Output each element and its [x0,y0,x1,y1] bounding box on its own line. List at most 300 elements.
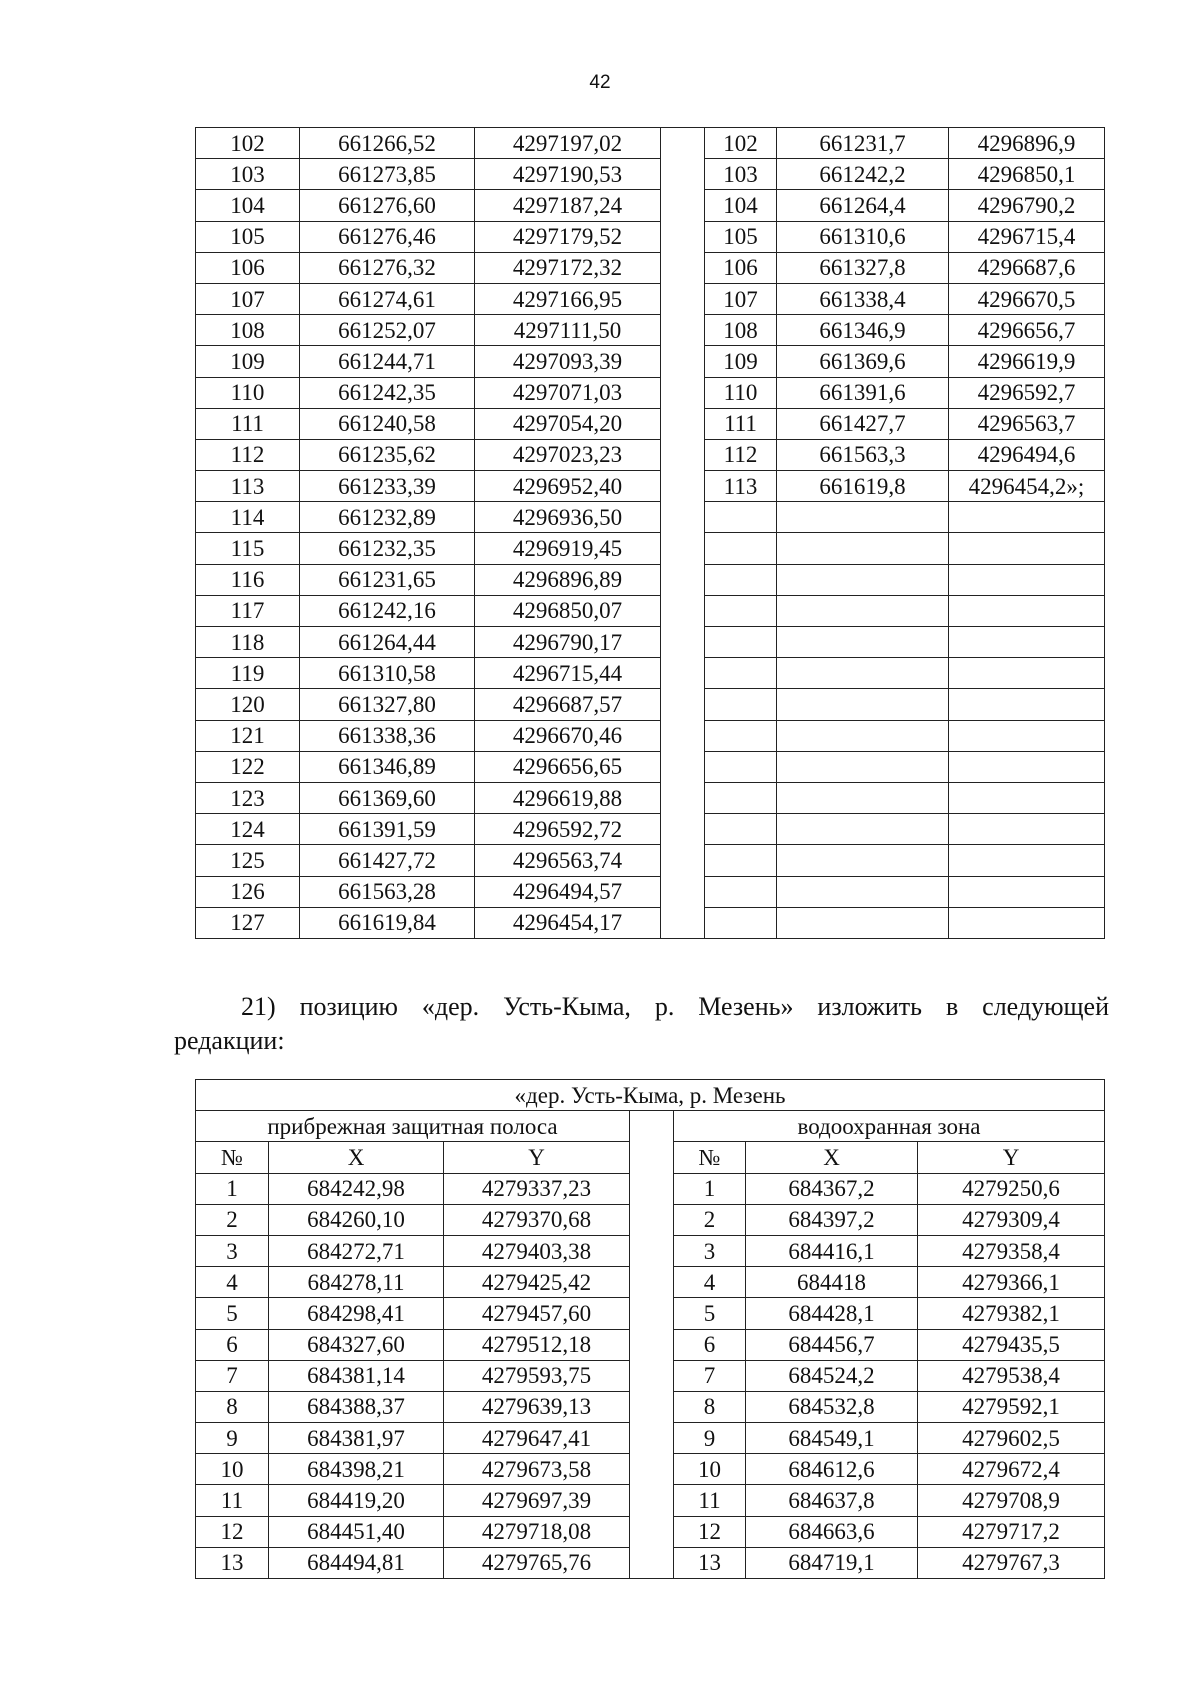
table-row [196,1204,1105,1235]
ust-kyma-coordinates-table-body [196,1080,1105,1579]
x-coordinate-right: 661327,8 [777,252,949,283]
y-coordinate-right: 4279538,4 [918,1360,1105,1391]
y-coordinate-left: 4279647,41 [444,1423,630,1454]
y-coordinate-right: 4279592,1 [918,1391,1105,1422]
y-coordinate-left: 4296454,17 [475,907,661,938]
x-coordinate-left: 661276,32 [300,252,475,283]
x-coordinate-left: 661276,60 [300,190,475,221]
gap-cell [661,814,705,845]
gap-cell [630,1111,674,1142]
x-coordinate-left: 684272,71 [269,1235,444,1266]
point-number-left: 110 [196,377,300,408]
table-row [196,159,1105,190]
x-coordinate-right: 661563,3 [777,439,949,470]
point-number-right [705,502,777,533]
point-number-left: 127 [196,907,300,938]
y-coordinate-left: 4279403,38 [444,1235,630,1266]
table-row [196,658,1105,689]
x-coordinate-right: 684428,1 [746,1298,918,1329]
x-coordinate-right: 684549,1 [746,1423,918,1454]
y-coordinate-left: 4279425,42 [444,1267,630,1298]
gap-cell [661,627,705,658]
point-number-right: 1 [674,1173,746,1204]
x-coordinate-right [777,658,949,689]
point-number-right: 104 [705,190,777,221]
y-coordinate-right: 4279708,9 [918,1485,1105,1516]
point-number-left: 118 [196,627,300,658]
point-number-left: 6 [196,1329,269,1360]
x-coordinate-right: 661264,4 [777,190,949,221]
y-coordinate-right [949,907,1105,938]
gap-cell [661,845,705,876]
point-number-left: 106 [196,252,300,283]
point-number-right [705,814,777,845]
point-number-left: 107 [196,283,300,314]
table-row [196,1423,1105,1454]
y-coordinate-left: 4279718,08 [444,1516,630,1547]
x-coordinate-left: 684260,10 [269,1204,444,1235]
point-number-right [705,689,777,720]
gap-cell [630,1360,674,1391]
y-coordinate-right: 4296850,1 [949,159,1105,190]
point-number-right [705,720,777,751]
point-number-right: 111 [705,408,777,439]
y-coordinate-right: 4279767,3 [918,1547,1105,1578]
gap-cell [630,1423,674,1454]
gap-cell [630,1142,674,1173]
x-coordinate-left: 661242,35 [300,377,475,408]
gap-cell [630,1267,674,1298]
y-coordinate-right: 4296454,2»; [949,471,1105,502]
y-coordinate-right [949,845,1105,876]
x-coordinate-left: 661266,52 [300,128,475,159]
gap-cell [661,439,705,470]
y-coordinate-left: 4279765,76 [444,1547,630,1578]
gap-cell [661,751,705,782]
gap-cell [661,408,705,439]
y-coordinate-right [949,502,1105,533]
x-coordinate-right [777,907,949,938]
y-coordinate-left: 4296687,57 [475,689,661,720]
x-coordinate-left: 661563,28 [300,876,475,907]
point-number-right: 2 [674,1204,746,1235]
x-coordinate-right [777,533,949,564]
point-number-right: 108 [705,315,777,346]
y-coordinate-left: 4296850,07 [475,595,661,626]
x-coordinate-left: 684381,14 [269,1360,444,1391]
y-coordinate-right: 4296715,4 [949,221,1105,252]
table-title-row [196,1080,1105,1111]
y-coordinate-right [949,595,1105,626]
table-title: «дер. Усть-Кыма, р. Мезень [196,1080,1105,1111]
gap-cell [661,595,705,626]
point-number-right: 3 [674,1235,746,1266]
point-number-left: 114 [196,502,300,533]
point-number-left: 102 [196,128,300,159]
point-number-left: 116 [196,564,300,595]
gap-cell [661,564,705,595]
point-number-left: 121 [196,720,300,751]
table-row [196,377,1105,408]
header-x-left: X [269,1142,444,1173]
y-coordinate-right [949,627,1105,658]
point-number-right: 107 [705,283,777,314]
point-number-right: 7 [674,1360,746,1391]
x-coordinate-left: 684298,41 [269,1298,444,1329]
x-coordinate-left: 661233,39 [300,471,475,502]
table-row [196,907,1105,938]
y-coordinate-right: 4296592,7 [949,377,1105,408]
table-row [196,751,1105,782]
x-coordinate-left: 661252,07 [300,315,475,346]
y-coordinate-right [949,564,1105,595]
point-number-right: 8 [674,1391,746,1422]
point-number-left: 5 [196,1298,269,1329]
table-row [196,1298,1105,1329]
gap-cell [630,1547,674,1578]
point-number-right: 10 [674,1454,746,1485]
table-row [196,720,1105,751]
y-coordinate-left: 4279512,18 [444,1329,630,1360]
y-coordinate-left: 4279639,13 [444,1391,630,1422]
point-number-left: 120 [196,689,300,720]
gap-cell [630,1454,674,1485]
y-coordinate-left: 4297172,32 [475,252,661,283]
x-coordinate-right [777,876,949,907]
x-coordinate-right: 661338,4 [777,283,949,314]
x-coordinate-left: 684278,11 [269,1267,444,1298]
table-row [196,1485,1105,1516]
gap-cell [661,128,705,159]
table-row [196,315,1105,346]
table-row [196,471,1105,502]
y-coordinate-left: 4296936,50 [475,502,661,533]
point-number-left: 126 [196,876,300,907]
y-coordinate-left: 4296952,40 [475,471,661,502]
x-coordinate-right [777,595,949,626]
point-number-right [705,658,777,689]
y-coordinate-left: 4296670,46 [475,720,661,751]
point-number-right [705,751,777,782]
x-coordinate-right: 684532,8 [746,1391,918,1422]
gap-cell [661,283,705,314]
x-coordinate-left: 661264,44 [300,627,475,658]
point-number-right: 4 [674,1267,746,1298]
y-coordinate-left: 4297190,53 [475,159,661,190]
table-row [196,221,1105,252]
y-coordinate-right: 4296494,6 [949,439,1105,470]
header-y-right: Y [918,1142,1105,1173]
point-number-left: 8 [196,1391,269,1422]
x-coordinate-left: 661273,85 [300,159,475,190]
point-number-left: 7 [196,1360,269,1391]
x-coordinate-left: 684381,97 [269,1423,444,1454]
y-coordinate-left: 4297093,39 [475,346,661,377]
table-row [196,408,1105,439]
point-number-right [705,845,777,876]
x-coordinate-left: 684398,21 [269,1454,444,1485]
y-coordinate-right: 4279672,4 [918,1454,1105,1485]
gap-cell [661,252,705,283]
y-coordinate-right: 4296896,9 [949,128,1105,159]
y-coordinate-left: 4296715,44 [475,658,661,689]
y-coordinate-right [949,876,1105,907]
paragraph-line-2: редакции: [174,1026,285,1055]
point-number-left: 113 [196,471,300,502]
table-row [196,782,1105,813]
table-header-row [196,1142,1105,1173]
table-row [196,876,1105,907]
table-row [196,1235,1105,1266]
x-coordinate-right: 684416,1 [746,1235,918,1266]
y-coordinate-right [949,782,1105,813]
x-coordinate-left: 661338,36 [300,720,475,751]
point-number-right: 102 [705,128,777,159]
table-row [196,128,1105,159]
gap-cell [661,159,705,190]
point-number-left: 111 [196,408,300,439]
gap-cell [630,1173,674,1204]
point-number-right [705,876,777,907]
gap-cell [630,1298,674,1329]
y-coordinate-right: 4296619,9 [949,346,1105,377]
y-coordinate-right [949,814,1105,845]
x-coordinate-left: 684242,98 [269,1173,444,1204]
point-number-left: 119 [196,658,300,689]
header-number-left: № [196,1142,269,1173]
x-coordinate-right: 661391,6 [777,377,949,408]
coordinates-table-continued-body [196,128,1105,939]
x-coordinate-left: 661242,16 [300,595,475,626]
gap-cell [661,346,705,377]
x-coordinate-right [777,845,949,876]
table-row [196,533,1105,564]
x-coordinate-right [777,564,949,595]
gap-cell [661,377,705,408]
table-row [196,564,1105,595]
gap-cell [661,190,705,221]
y-coordinate-right: 4279717,2 [918,1516,1105,1547]
header-number-right: № [674,1142,746,1173]
gap-cell [661,658,705,689]
point-number-right: 109 [705,346,777,377]
gap-cell [661,689,705,720]
x-coordinate-left: 661274,61 [300,283,475,314]
y-coordinate-left: 4296619,88 [475,782,661,813]
point-number-left: 105 [196,221,300,252]
x-coordinate-right: 684612,6 [746,1454,918,1485]
table-row [196,502,1105,533]
table-row [196,252,1105,283]
x-coordinate-left: 661427,72 [300,845,475,876]
x-coordinate-right [777,627,949,658]
point-number-right: 110 [705,377,777,408]
gap-cell [661,907,705,938]
gap-cell [630,1391,674,1422]
x-coordinate-left: 661619,84 [300,907,475,938]
table-row [196,1547,1105,1578]
left-group-header: прибрежная защитная полоса [196,1111,630,1142]
x-coordinate-left: 684388,37 [269,1391,444,1422]
table-row [196,1329,1105,1360]
gap-cell [661,782,705,813]
header-x-right: X [746,1142,918,1173]
x-coordinate-left: 661244,71 [300,346,475,377]
x-coordinate-left: 684419,20 [269,1485,444,1516]
point-number-left: 11 [196,1485,269,1516]
y-coordinate-left: 4296790,17 [475,627,661,658]
right-group-header: водоохранная зона [674,1111,1105,1142]
y-coordinate-right: 4279358,4 [918,1235,1105,1266]
x-coordinate-left: 661310,58 [300,658,475,689]
y-coordinate-right: 4296790,2 [949,190,1105,221]
table-row [196,627,1105,658]
point-number-right [705,627,777,658]
point-number-right [705,564,777,595]
x-coordinate-right: 684637,8 [746,1485,918,1516]
x-coordinate-left: 661232,89 [300,502,475,533]
point-number-left: 4 [196,1267,269,1298]
x-coordinate-left: 684451,40 [269,1516,444,1547]
y-coordinate-right: 4279382,1 [918,1298,1105,1329]
y-coordinate-left: 4297111,50 [475,315,661,346]
ust-kyma-coordinates-table [195,1079,1105,1579]
table-row [196,595,1105,626]
y-coordinate-right: 4279435,5 [918,1329,1105,1360]
x-coordinate-left: 661369,60 [300,782,475,813]
y-coordinate-left: 4279673,58 [444,1454,630,1485]
y-coordinate-left: 4297166,95 [475,283,661,314]
y-coordinate-right: 4296670,5 [949,283,1105,314]
gap-cell [661,502,705,533]
x-coordinate-left: 661240,58 [300,408,475,439]
y-coordinate-right [949,689,1105,720]
table-row [196,1516,1105,1547]
gap-cell [661,221,705,252]
x-coordinate-left: 661327,80 [300,689,475,720]
gap-cell [630,1235,674,1266]
x-coordinate-left: 661346,89 [300,751,475,782]
gap-cell [661,315,705,346]
x-coordinate-right [777,720,949,751]
x-coordinate-right: 661310,6 [777,221,949,252]
point-number-right: 106 [705,252,777,283]
point-number-right [705,533,777,564]
y-coordinate-left: 4297197,02 [475,128,661,159]
table-row [196,190,1105,221]
header-y-left: Y [444,1142,630,1173]
table-row [196,283,1105,314]
gap-cell [661,471,705,502]
table-row [196,814,1105,845]
point-number-left: 117 [196,595,300,626]
y-coordinate-left: 4296494,57 [475,876,661,907]
x-coordinate-right: 684524,2 [746,1360,918,1391]
x-coordinate-left: 661231,65 [300,564,475,595]
table-row [196,1267,1105,1298]
point-number-left: 1 [196,1173,269,1204]
y-coordinate-left: 4279697,39 [444,1485,630,1516]
y-coordinate-right: 4296563,7 [949,408,1105,439]
gap-cell [661,720,705,751]
x-coordinate-right: 661242,2 [777,159,949,190]
table-group-row [196,1111,1105,1142]
coordinates-table-continued [195,127,1105,939]
point-number-right: 103 [705,159,777,190]
x-coordinate-right [777,814,949,845]
x-coordinate-right [777,502,949,533]
table-row [196,346,1105,377]
page-number: 42 [589,72,611,93]
point-number-left: 12 [196,1516,269,1547]
table-row [196,439,1105,470]
y-coordinate-left: 4297187,24 [475,190,661,221]
x-coordinate-right: 684456,7 [746,1329,918,1360]
point-number-right: 13 [674,1547,746,1578]
y-coordinate-left: 4279370,68 [444,1204,630,1235]
gap-cell [630,1329,674,1360]
point-number-right: 9 [674,1423,746,1454]
point-number-left: 108 [196,315,300,346]
point-number-left: 122 [196,751,300,782]
x-coordinate-right [777,751,949,782]
point-number-right: 11 [674,1485,746,1516]
y-coordinate-left: 4279337,23 [444,1173,630,1204]
point-number-left: 125 [196,845,300,876]
y-coordinate-right: 4296687,6 [949,252,1105,283]
x-coordinate-right: 684719,1 [746,1547,918,1578]
point-number-right [705,782,777,813]
y-coordinate-right: 4279309,4 [918,1204,1105,1235]
table-row [196,1454,1105,1485]
y-coordinate-left: 4296563,74 [475,845,661,876]
y-coordinate-left: 4297023,23 [475,439,661,470]
point-number-left: 124 [196,814,300,845]
y-coordinate-right: 4279602,5 [918,1423,1105,1454]
point-number-right: 113 [705,471,777,502]
x-coordinate-left: 661235,62 [300,439,475,470]
y-coordinate-left: 4296896,89 [475,564,661,595]
y-coordinate-right [949,533,1105,564]
point-number-left: 103 [196,159,300,190]
x-coordinate-right: 661231,7 [777,128,949,159]
x-coordinate-right: 684367,2 [746,1173,918,1204]
y-coordinate-right [949,658,1105,689]
y-coordinate-left: 4279457,60 [444,1298,630,1329]
point-number-right: 5 [674,1298,746,1329]
x-coordinate-right [777,782,949,813]
y-coordinate-left: 4296919,45 [475,533,661,564]
point-number-left: 112 [196,439,300,470]
table-row [196,1173,1105,1204]
gap-cell [661,533,705,564]
point-number-left: 13 [196,1547,269,1578]
point-number-left: 2 [196,1204,269,1235]
y-coordinate-right [949,720,1105,751]
x-coordinate-right: 661619,8 [777,471,949,502]
point-number-right: 105 [705,221,777,252]
point-number-right [705,595,777,626]
table-row [196,1360,1105,1391]
y-coordinate-left: 4296592,72 [475,814,661,845]
table-row [196,845,1105,876]
point-number-left: 104 [196,190,300,221]
point-number-left: 115 [196,533,300,564]
table-row [196,1391,1105,1422]
point-number-left: 109 [196,346,300,377]
x-coordinate-right [777,689,949,720]
point-number-left: 9 [196,1423,269,1454]
